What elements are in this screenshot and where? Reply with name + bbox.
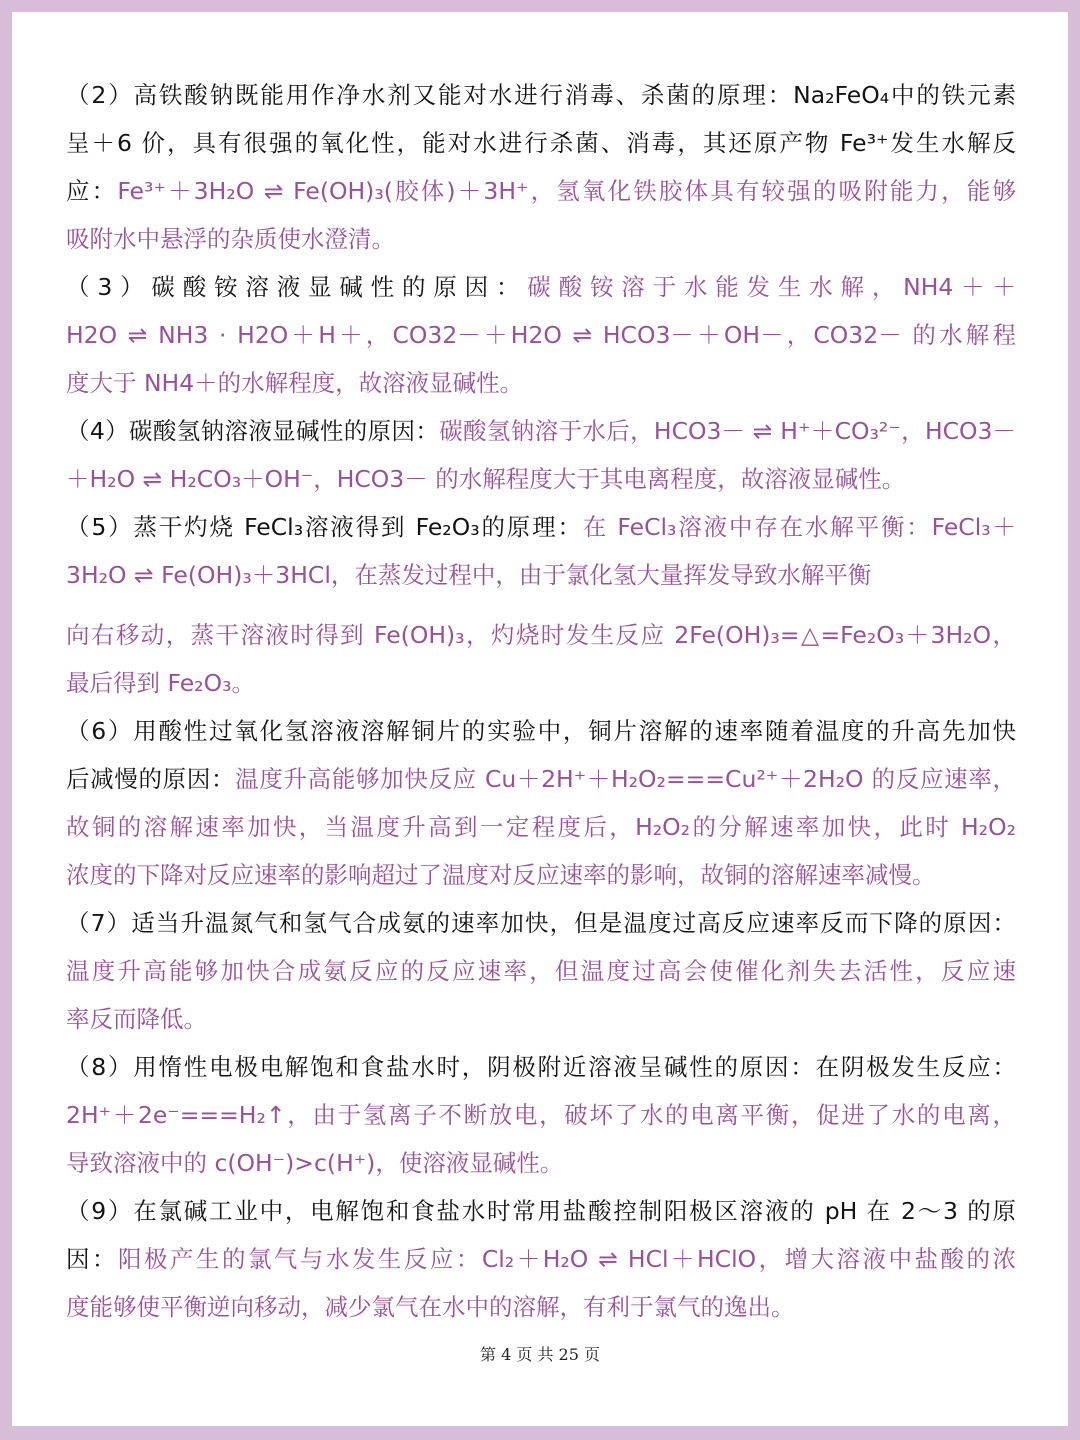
item-7-line-1 <box>66 907 1016 939</box>
question-text: （8）用惰性电极电解饱和食盐水时，阴极附近溶液呈碱性的原因：在阴极发生反应： <box>66 1053 1016 1081</box>
item-3-line-1 <box>66 271 1016 303</box>
item-2-line-3 <box>66 175 1016 207</box>
item-2-line-1 <box>66 79 1016 111</box>
question-text: 因： <box>66 1245 118 1273</box>
answer-text: 温度升高能够加快合成氨反应的反应速率，但温度过高会使催化剂失去活性，反应速 <box>66 957 1016 985</box>
item-5-line-4 <box>66 667 1016 699</box>
question-text: 呈＋6 价，具有很强的氧化性，能对水进行杀菌、消毒，其还原产物 Fe³⁺发生水解反 <box>66 129 1016 157</box>
answer-text: 碳酸铵溶于水能发生水解，NH4＋＋ <box>527 273 1017 301</box>
item-3-line-2 <box>66 319 1016 351</box>
item-9-line-2 <box>66 1243 1016 1275</box>
answer-text: 最后得到 Fe₂O₃。 <box>66 669 255 697</box>
answer-text: 温度升高能够加快反应 Cu＋2H⁺＋H₂O₂===Cu²⁺＋2H₂O 的反应速率， <box>235 765 1016 793</box>
question-text: 后减慢的原因： <box>66 765 236 793</box>
item-2-line-4 <box>66 223 1016 255</box>
answer-text: H2O ⇌ NH3 · H2O＋H＋，CO32－＋H2O ⇌ HCO3－＋OH－，CO32－ 的水解程 <box>66 321 1016 349</box>
answer-text: 度大于 NH4＋的水解程度，故溶液显碱性。 <box>66 369 524 397</box>
item-6-line-3 <box>66 811 1016 843</box>
answer-text: 度能够使平衡逆向移动，减少氯气在水中的溶解，有利于氯气的逸出。 <box>66 1293 795 1321</box>
item-9-line-3 <box>66 1291 1016 1323</box>
item-3-line-3 <box>66 367 1016 399</box>
answer-text: 向右移动，蒸干溶液时得到 Fe(OH)₃，灼烧时发生反应 2Fe(OH)₃=△=Fe₂O₃＋3H₂O， <box>66 621 1016 649</box>
document-page <box>12 12 1068 1426</box>
item-6-line-2 <box>66 763 1016 795</box>
item-7-line-2 <box>66 955 1016 987</box>
item-4-line-1 <box>66 415 1016 447</box>
item-5-line-3 <box>66 619 1016 651</box>
answer-text: 2H⁺＋2e⁻===H₂↑，由于氢离子不断放电，破坏了水的电离平衡，促进了水的电离， <box>66 1101 1016 1129</box>
page-footer: 第 4 页 共 25 页 <box>480 1345 600 1364</box>
item-5-line-1 <box>66 511 1016 543</box>
answer-text: 率反而降低。 <box>66 1005 207 1033</box>
question-text: （3）碳酸铵溶液显碱性的原因： <box>66 273 528 301</box>
item-6-line-1 <box>66 715 1016 747</box>
answer-text: 在 FeCl₃溶液中存在水解平衡：FeCl₃＋ <box>582 513 1016 541</box>
question-text: （9）在氯碱工业中，电解饱和食盐水时常用盐酸控制阳极区溶液的 pH 在 2～3 的原 <box>66 1197 1016 1225</box>
answer-text: 3H₂O ⇌ Fe(OH)₃＋3HCl，在蒸发过程中，由于氯化氢大量挥发导致水解平衡 <box>66 561 872 589</box>
answer-text: 浓度的下降对反应速率的影响超过了温度对反应速率的影响，故铜的溶解速率减慢。 <box>66 861 936 889</box>
item-6-line-4 <box>66 859 1016 891</box>
item-9-line-1 <box>66 1195 1016 1227</box>
item-8-line-1 <box>66 1051 1016 1083</box>
item-5-line-2 <box>66 559 1016 591</box>
question-text: 应： <box>66 177 118 205</box>
answer-text: 碳酸氢钠溶于水后，HCO3－ ⇌ H⁺＋CO₃²⁻，HCO3－ <box>439 417 1016 445</box>
answer-text: 故铜的溶解速率加快，当温度升高到一定程度后，H₂O₂的分解速率加快，此时 H₂O₂ <box>66 813 1016 841</box>
question-text: （5）蒸干灼烧 FeCl₃溶液得到 Fe₂O₃的原理： <box>66 513 583 541</box>
answer-text: Fe³⁺＋3H₂O ⇌ Fe(OH)₃(胶体)＋3H⁺，氢氧化铁胶体具有较强的吸附能力，能够 <box>117 177 1016 205</box>
item-4-line-2 <box>66 463 1016 495</box>
item-2-line-2 <box>66 127 1016 159</box>
question-text: （7）适当升温氮气和氢气合成氨的速率加快，但是温度过高反应速率反而下降的原因： <box>66 909 1016 937</box>
answer-text: 阳极产生的氯气与水发生反应：Cl₂＋H₂O ⇌ HCl＋HClO，增大溶液中盐酸的浓 <box>117 1245 1016 1273</box>
question-text: （2）高铁酸钠既能用作净水剂又能对水进行消毒、杀菌的原理：Na₂FeO₄中的铁元素 <box>66 81 1016 109</box>
item-8-line-3 <box>66 1147 1016 1179</box>
answer-text: 吸附水中悬浮的杂质使水澄清。 <box>66 225 395 253</box>
answer-text: 导致溶液中的 c(OH⁻)>c(H⁺)，使溶液显碱性。 <box>66 1149 564 1177</box>
item-8-line-2 <box>66 1099 1016 1131</box>
item-7-line-3 <box>66 1003 1016 1035</box>
answer-text: ＋H₂O ⇌ H₂CO₃＋OH⁻，HCO3－ 的水解程度大于其电离程度，故溶液显碱性。 <box>66 465 906 493</box>
question-text: （6）用酸性过氧化氢溶液溶解铜片的实验中，铜片溶解的速率随着温度的升高先加快 <box>66 717 1016 745</box>
question-text: （4）碳酸氢钠溶液显碱性的原因： <box>66 417 440 445</box>
